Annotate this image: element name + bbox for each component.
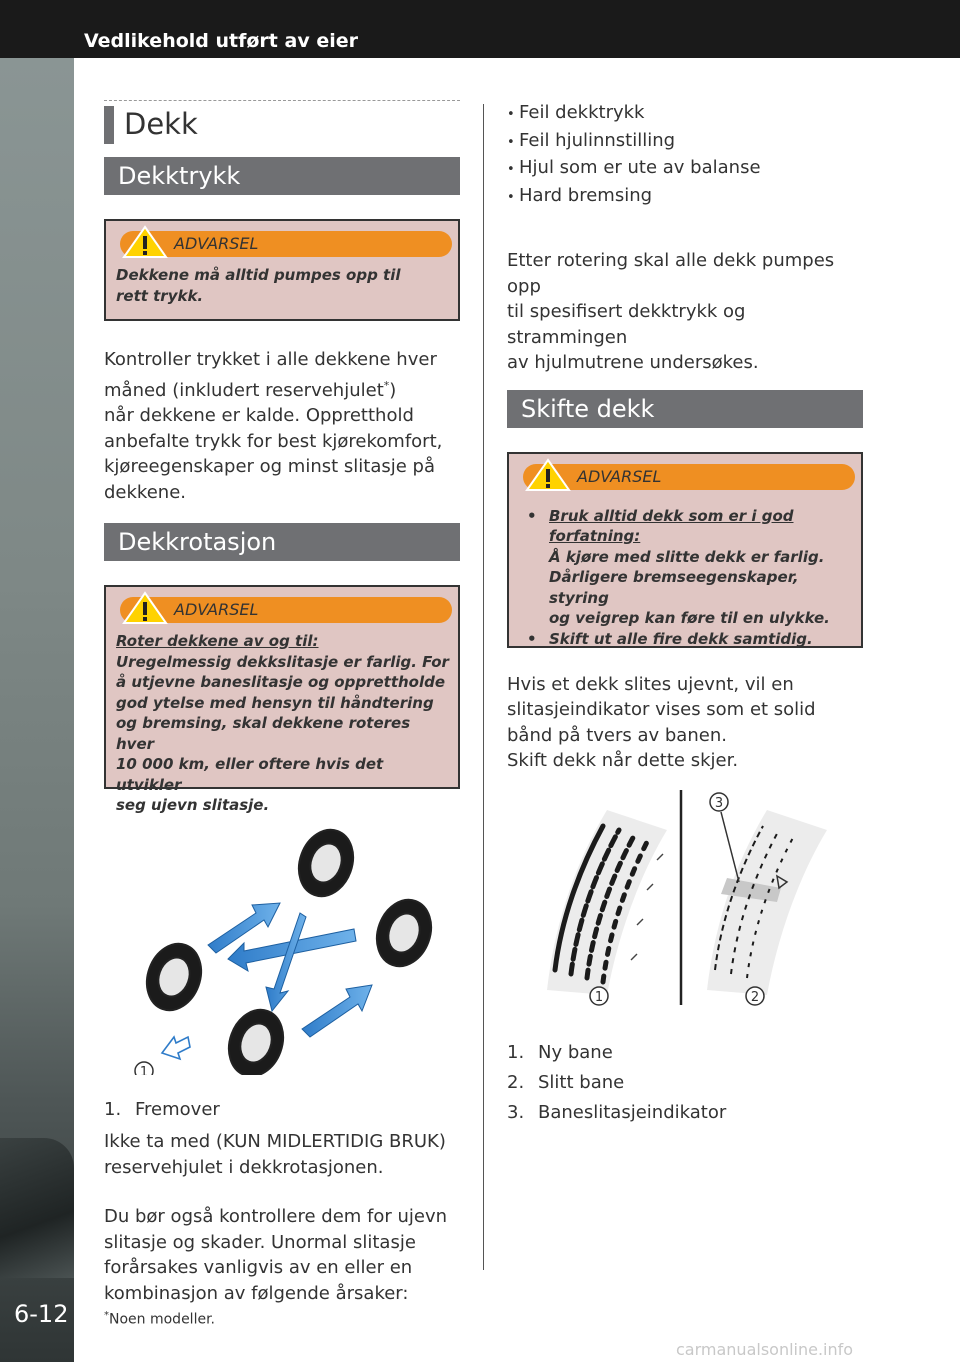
warning-box-2: ADVARSEL Roter dekkene av og til: Uregelmessig dekkslitasje er farlig. For å utjevne baneslitasje og opprettholde god ytelse med hensyn til håndtering og bremsing, skal dekkene roteres hver 10 000 km, eller oftere hvis det utvikler seg ujevn slitasje. (104, 585, 460, 789)
list-item: • Hjul som er ute av balanse (507, 157, 761, 178)
page-number: 6-12 (14, 1300, 69, 1328)
svg-text:1: 1 (139, 1065, 149, 1075)
subheading-dekkrotasjon: Dekkrotasjon (104, 523, 460, 561)
list-item: 3. Baneslitasjeindikator (507, 1101, 727, 1123)
watermark: carmanualsonline.info (676, 1340, 854, 1359)
subheading-skifte-dekk: Skifte dekk (507, 390, 863, 428)
worn-tread (707, 810, 827, 995)
section-title: Dekk (104, 100, 460, 147)
list-item: 1. Ny bane (507, 1041, 613, 1063)
tread-wear-diagram (507, 790, 863, 1020)
chapter-title: Vedlikehold utført av eier (84, 30, 358, 52)
rotation-arrows (208, 903, 372, 1037)
list-item: • Feil hjulinnstilling (507, 129, 676, 151)
list-item: 2. Slitt bane (507, 1071, 625, 1093)
car-photo (0, 1138, 74, 1278)
side-band (0, 58, 74, 1362)
warning-icon (122, 225, 168, 259)
column-divider (483, 104, 484, 1270)
svg-text:3: 3 (714, 795, 724, 811)
tire-rotation-diagram (104, 805, 460, 1075)
warning-icon (525, 458, 571, 492)
paragraph-spare: Ikke ta med (KUN MIDLERTIDIG BRUK) reservehjulet i dekkrotasjonen. (104, 1131, 446, 1178)
paragraph-wear-indicator: Hvis et dekk slites ujevnt, vil en slitasjeindikator vises som et solid bånd på tvers av banen. Skift dekk når dette skjer. (507, 673, 816, 771)
paragraph-after-rotation: Etter rotering skal alle dekk pumpes opp til spesifisert dekktrykk og strammingen av hjulmutrene undersøkes. (507, 250, 835, 373)
svg-text:2: 2 (750, 989, 760, 1005)
warning-box-3: ADVARSEL • Bruk alltid dekk som er i god forfatning: Å kjøre med slitte dekk er farlig. Dårligere bremseegenskaper, styring og veigrep kan føre til en ulykke. • Skift ut alle fire dekk samtidig. (507, 452, 863, 648)
list-item: • Hard bremsing (507, 184, 653, 206)
paragraph-uneven-wear: Du bør også kontrollere dem for ujevn slitasje og skader. Unormal slitasje forårsakes vanligvis av en eller en kombinasjon av følgende årsaker: (104, 1206, 448, 1304)
paragraph-pressure: Kontroller trykket i alle dekkene hver måned (inkludert reservehjulet*) når dekkene er kalde. Oppretthold anbefalte trykk for best kjørekomfort, kjøreegenskaper og minst slitasje på dekkene. (104, 349, 443, 503)
list-item: 1. Fremover (104, 1099, 220, 1120)
warning-box-1: ADVARSEL Dekkene må alltid pumpes opp til rett trykk. (104, 219, 460, 321)
forward-arrow-icon (162, 1037, 190, 1059)
warning-icon (122, 591, 168, 625)
footnote: *Noen modeller. (104, 1310, 215, 1328)
indicator-leader (721, 812, 739, 882)
left-column (104, 100, 460, 1306)
new-tread (547, 810, 667, 995)
right-column (507, 100, 863, 1128)
subheading-dekktrykk: Dekktrykk (104, 157, 460, 195)
header-bar (0, 0, 960, 58)
list-item: • Feil dekktrykk (507, 102, 645, 123)
svg-text:1: 1 (594, 989, 604, 1005)
